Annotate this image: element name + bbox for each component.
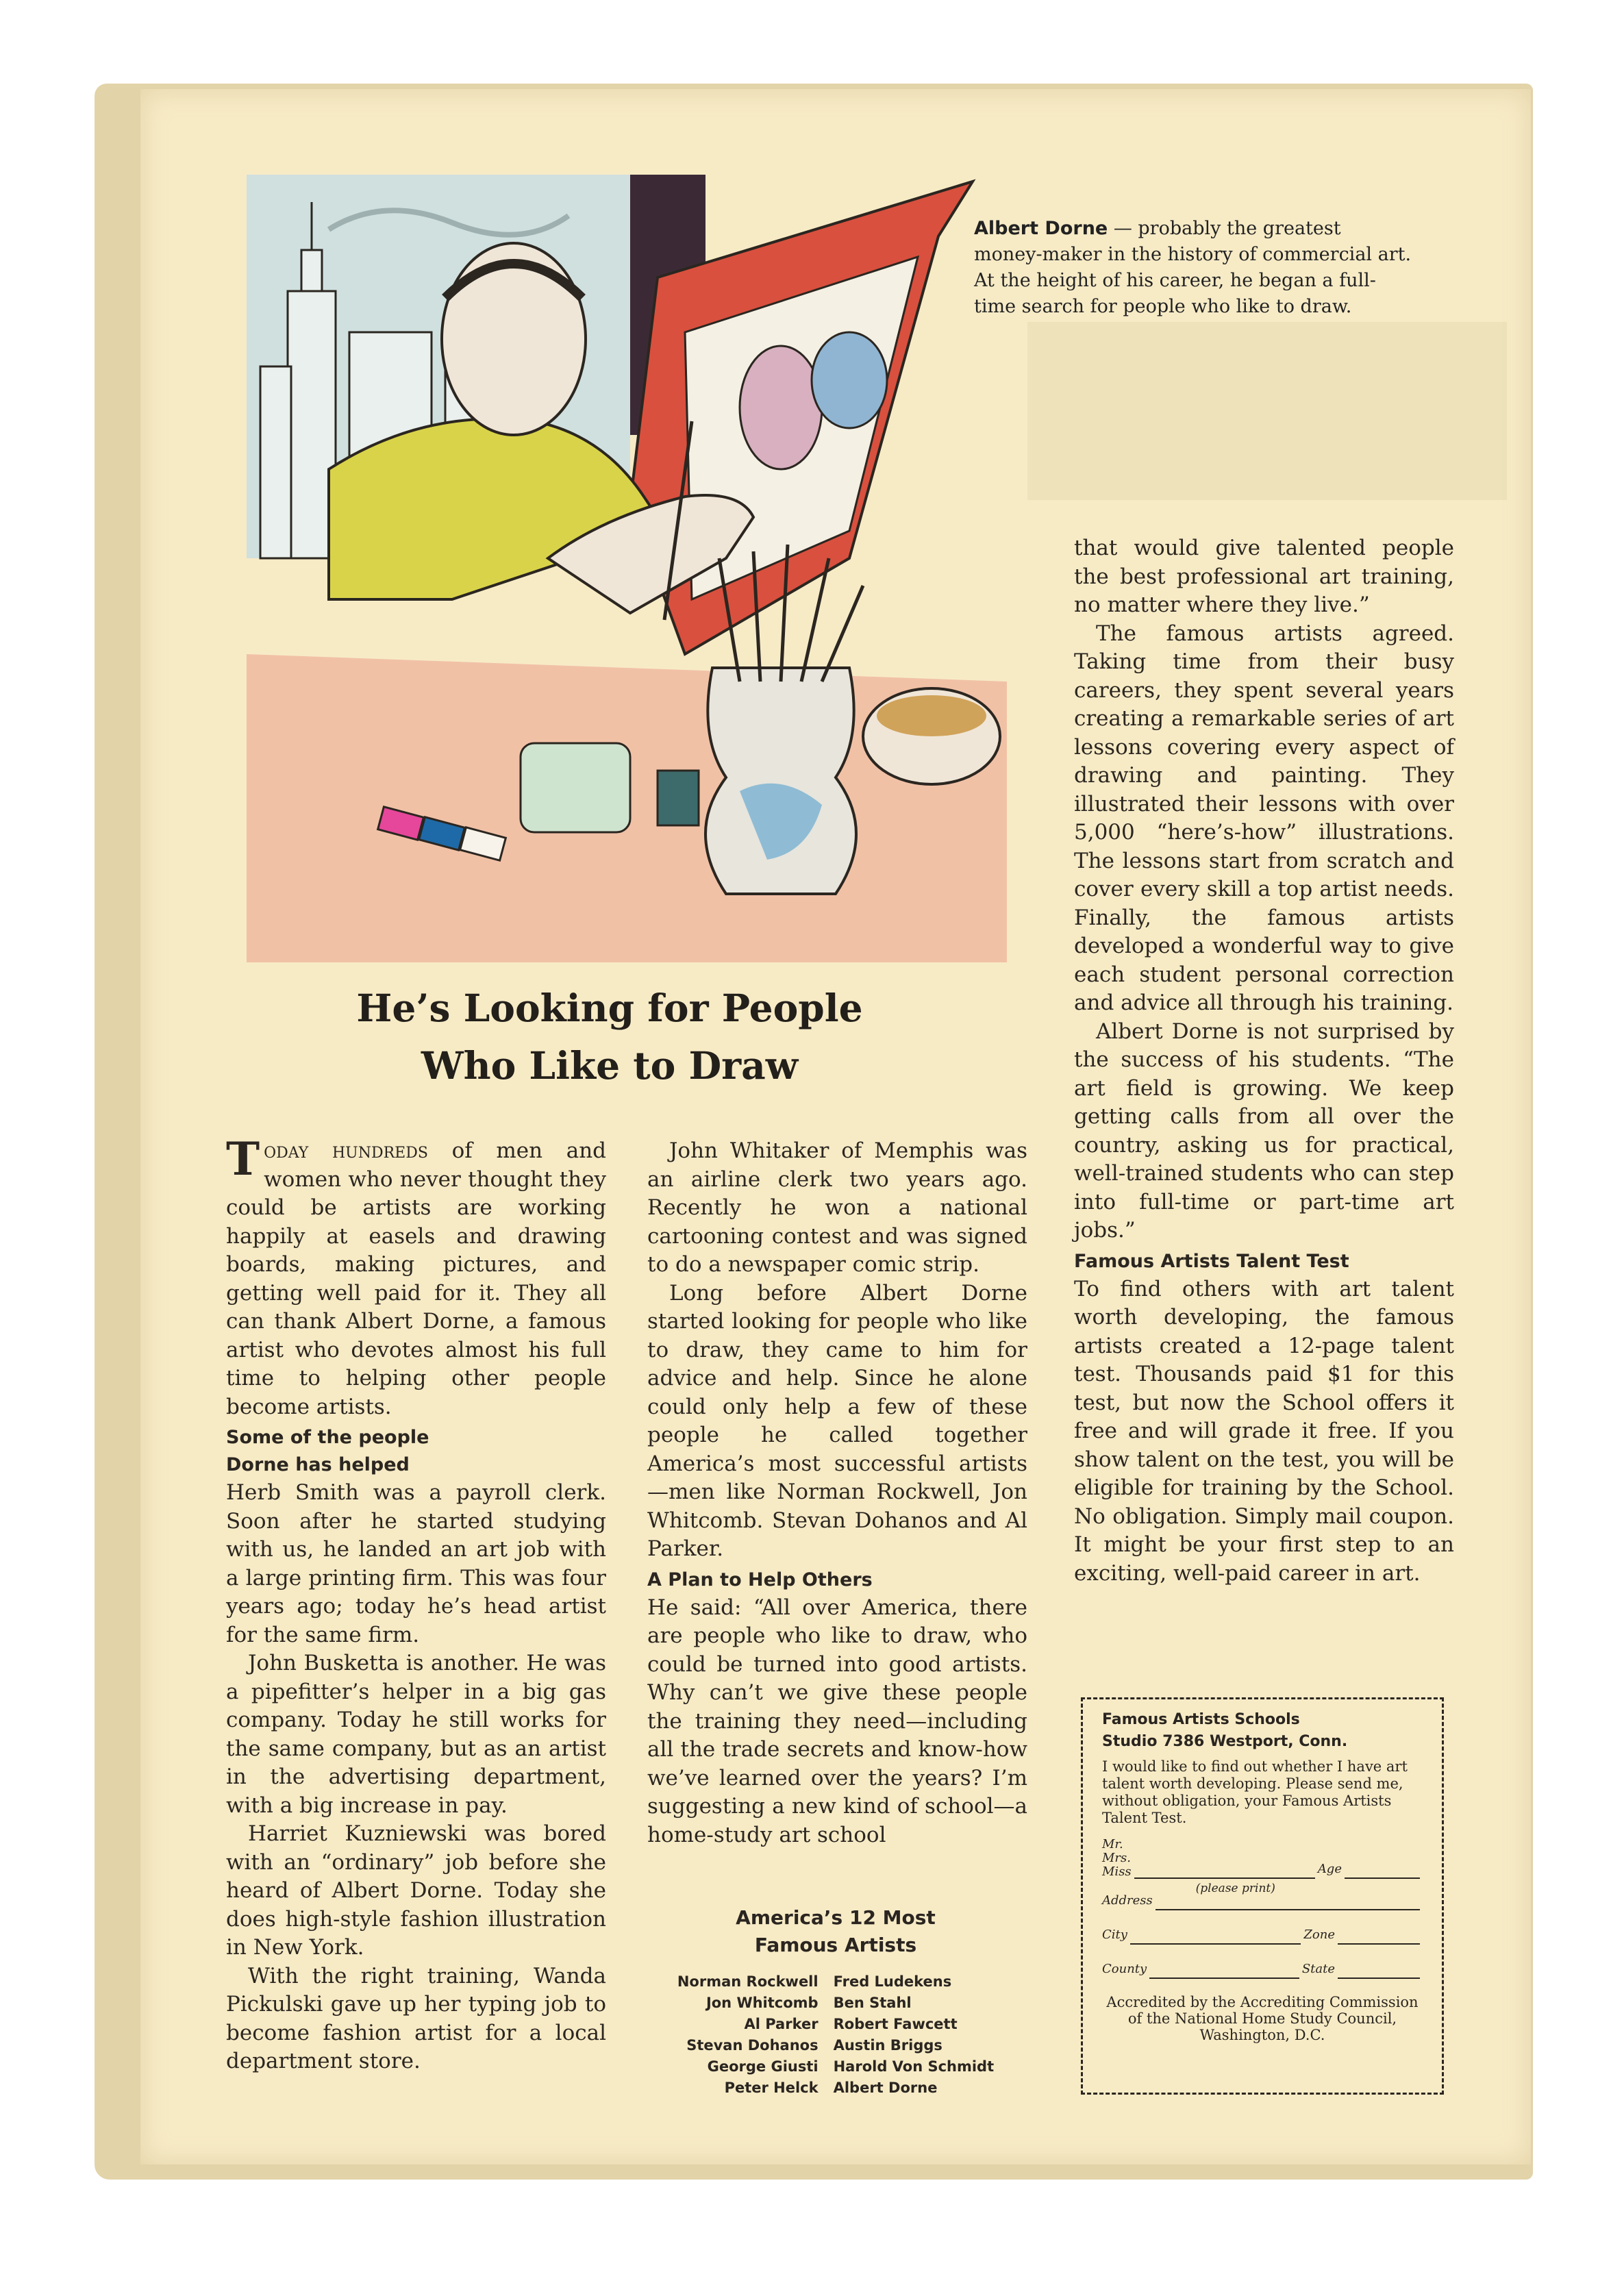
famous-list-right (834, 1971, 995, 2099)
column-3 (1074, 534, 1454, 1588)
artist-name: Peter Helck (724, 2080, 819, 2096)
famous-list-left (677, 1971, 819, 2099)
artist-name: Albert Dorne (833, 2080, 938, 2096)
intro-text: of men and women who never thought they could be artists are working happily at easels and drawing boards, making pictures, and getting well paid for it. They all can thank Albert Dorne, a famous artist who devotes almost his full time to helping other people become artists. (226, 1138, 606, 1419)
subhead-plan: A Plan to Help Others (647, 1569, 873, 1590)
city-label: City (1102, 1927, 1127, 1942)
paragraph-john-whitaker: John Whitaker of Memphis was an airline clerk two years ago. Recently he won a national cartooning contest and was signed to do a newspaper comic strip. (647, 1138, 1027, 1277)
state-label: State (1301, 1962, 1335, 1976)
name-field[interactable] (1102, 1837, 1423, 1895)
county-field[interactable] (1102, 1960, 1423, 1979)
artist-name: Norman Rockwell (677, 1973, 819, 1990)
intro-paragraph (226, 1132, 606, 1421)
column-1 (226, 1132, 606, 2076)
zone-label: Zone (1303, 1927, 1335, 1942)
address-line[interactable] (1156, 1895, 1420, 1910)
paragraph-long-before: Long before Albert Dorne started looking for people who like to draw, they came to him for advice and help. Since he alone could only help a few of these people he called together America’s most successful artists—men like Norman Rockwell, Jon Whitcomb. Stevan Dohanos and Al Parker. (647, 1280, 1027, 1561)
famous-title-1: America’s 12 Most (736, 1906, 936, 1929)
paragraph-john-busketta: John Busketta is another. He was a pipefitter’s helper in a big gas company. Today he still works for the same company, but as an artist in the advertising department, with a big increase in pay. (226, 1651, 606, 1818)
famous-title-2: Famous Artists (754, 1934, 917, 1956)
mail-coupon (1081, 1697, 1444, 2095)
famous-artists-list (637, 1971, 1034, 2099)
county-line[interactable] (1149, 1964, 1299, 1979)
paragraph-artists-agreed: The famous artists agreed. Taking time from their busy careers, they spent several years creating a remarkable series of art lessons covering every aspect of drawing and painting. They illustrated their lessons with over 5,000 “here’s-how” illustrations. The lessons start from scratch and cover every skill a top artist needs. Finally, the famous artists developed a wonderful way to give each student personal correction and advice all through his training. (1074, 621, 1454, 1015)
paragraph-herb-smith: Herb Smith was a payroll clerk. Soon after he started studying with us, he landed an art job with a large printing firm. This was four years ago; today he’s head artist for the same firm. (226, 1480, 606, 1647)
artist-name: Jon Whitcomb (705, 1995, 819, 2011)
artist-name: Harold Von Schmidt (833, 2058, 995, 2075)
zone-line[interactable] (1338, 1930, 1420, 1945)
paragraph-he-said: He said: “All over America, there are people who like to draw, who could be turned into good artists. Why can’t we give these people the training they need—including all the trade secrets and know-how we’ve learned over the years? I’m suggesting a new kind of school—a home-study art school (647, 1595, 1027, 1847)
paragraph-talent-test: To find others with art talent worth developing, the famous artists created a 12-page talent test. Thousands paid $1 for this test, but now the School offers it free and will grade it free. If you show talent on the test, you will be eligible for training by the School. No obligation. Simply mail coupon. It might be your first step to an exciting, well-paid career in art. (1074, 1276, 1454, 1586)
age-label: Age (1317, 1862, 1342, 1876)
address-label: Address (1102, 1893, 1153, 1908)
caption-name: Albert Dorne (974, 218, 1108, 239)
artist-name: Robert Fawcett (833, 2016, 958, 2032)
artist-name: Ben Stahl (833, 1995, 912, 2011)
print-hint: (please print) (1195, 1882, 1275, 1895)
brush-vase (705, 668, 856, 894)
subhead-people-helped: Some of the people Dorne has helped (226, 1427, 429, 1475)
subhead-talent-test: Famous Artists Talent Test (1074, 1250, 1349, 1272)
intro-smallcaps: oday hundreds (264, 1138, 428, 1163)
caption-text: — probably the greatest money-maker in the history of commercial art. At the height of his career, he began a full-time search for people who like to draw. (974, 218, 1412, 317)
name-line[interactable] (1134, 1864, 1315, 1895)
title-options: Mr. Mrs. Miss (1102, 1837, 1132, 1879)
coupon-body: I would like to find out whether I have art talent worth developing. Please send me, without obligation, your Famous Artists Talent Test. (1102, 1758, 1408, 1826)
column-2 (647, 1137, 1027, 1849)
paragraph-not-surprised: Albert Dorne is not surprised by the success of his students. “The art field is growing. We keep getting calls from all over the country, asking us for practical, well-trained students who can step into full-time or part-time art jobs.” (1074, 1019, 1454, 1243)
city-field[interactable] (1102, 1925, 1423, 1945)
artist-name: Fred Ludekens (833, 1973, 952, 1990)
coupon-studio: Studio 7386 Westport, Conn. (1102, 1733, 1348, 1750)
artist-name: Stevan Dohanos (686, 2037, 819, 2054)
photo-caption (974, 216, 1412, 320)
headline (233, 979, 986, 1095)
artist-head (442, 243, 586, 435)
paragraph-continued: that would give talented people the best professional art training, no matter where they live.” (1074, 536, 1454, 617)
headline-line-1: He’s Looking for People (356, 986, 863, 1030)
bleed-through-panel (1027, 322, 1507, 500)
state-line[interactable] (1338, 1964, 1420, 1979)
paragraph-wanda: With the right training, Wanda Pickulski gave up her typing job to become fashion artist for a local department store. (226, 1963, 606, 2073)
artist-name: Austin Briggs (833, 2037, 942, 2054)
artist-name: George Giusti (707, 2058, 819, 2075)
county-label: County (1102, 1962, 1147, 1976)
accreditation-note: Accredited by the Accrediting Commission of the National Home Study Council, Washington, D.C. (1106, 1994, 1419, 2043)
city-line[interactable] (1130, 1930, 1301, 1945)
artist-name: Al Parker (744, 2016, 819, 2032)
drop-cap: T (226, 1132, 260, 1186)
coupon-school: Famous Artists Schools (1102, 1711, 1300, 1728)
age-line[interactable] (1345, 1864, 1420, 1879)
famous-artists-box (637, 1904, 1034, 2099)
artist-illustration (247, 175, 1007, 962)
headline-line-2: Who Like to Draw (421, 1043, 799, 1088)
paragraph-harriet: Harriet Kuzniewski was bored with an “ordinary” job before she heard of Albert Dorne. Today she does high-style fashion illustration in New York. (226, 1821, 606, 1960)
